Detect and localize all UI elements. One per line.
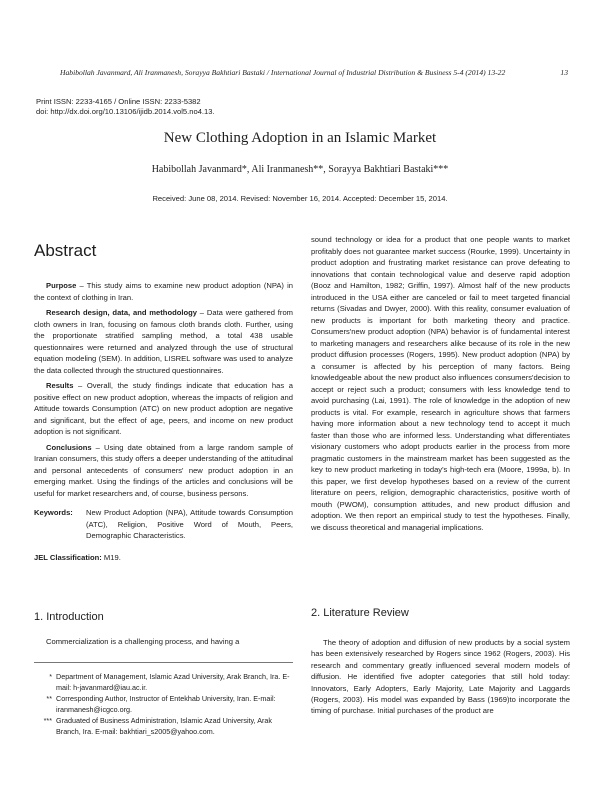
footnote (34, 716, 293, 737)
footnote-mark: ** (46, 694, 52, 703)
purpose-text: – This study aims to examine new product adoption (NPA) in the context of clothing in Iran. (34, 281, 293, 302)
jel-label: JEL Classification: (34, 552, 102, 562)
introduction-heading: 1. Introduction (34, 611, 104, 623)
paper-title: New Clothing Adoption in an Islamic Market (163, 130, 437, 146)
footnote (34, 672, 293, 693)
abstract-heading: Abstract (34, 241, 97, 260)
conclusions-label: Conclusions (46, 442, 92, 452)
footnote-divider (34, 662, 293, 663)
purpose-label: Purpose (46, 281, 77, 290)
author-list: Habibollah Javanmard*, Ali Iranmanesh**, Sorayya Bakhtiari Bastaki*** (151, 164, 449, 175)
abstract-purpose (34, 280, 293, 303)
doi-line: doi: http://dx.doi.org/10.13106/ijidb.2014.vol5.no4.13. (36, 107, 215, 116)
introduction-text (34, 637, 293, 646)
jel-text: M19. (101, 552, 121, 562)
footnote (34, 694, 293, 715)
conclusions-text: – Using date obtained from a large random sample of Iranian consumers, this study offers a deeper understanding of the attitudinal and personal antecedents of consumers' new product adoption in an emerging market. Using the findings of the articles and conclusions will be useful for market researchers and, of course, business persons. (34, 442, 293, 498)
footnote-mark: * (49, 672, 52, 681)
abstract-conclusions (34, 442, 293, 500)
footnotes (34, 672, 293, 738)
literature-review-text: The theory of adoption and diffusion of new products by a social system has been extensively researched by Rogers since 1962 (Rogers, 2003). His research and commentary greatly influenced several modern models of diffusion. He identified five adopter categories that still hold today: Innovators, Early Adopters, Early Majority, Late Majority and Laggards (Rogers, 2003). His model was expanded by Bass (1969)to incorporate the timing of purchase. Initial purchases of the product are (311, 638, 570, 716)
abstract-body (34, 280, 293, 563)
keywords-label: Keywords: (34, 508, 73, 517)
running-head (60, 68, 568, 77)
jel-classification (34, 552, 293, 564)
issn-block (36, 97, 215, 117)
issn-line: Print ISSN: 2233-4165 / Online ISSN: 2233-5382 (36, 97, 201, 106)
intro-continuation: sound technology or idea for a product that one people wants to market profitably does not guarantee market success (Rourke, 1999). Uncertainty in product adoption and frustrating market resistance can prove defeating to innovations that contain technological value and deserve rapid adoption (Booz and Hamilton, 1982; Griffin, 1997). Almost half of the new products introduced in the USA either are canceled or fail to meet targeted financial returns (Sivadas and Dwyer, 2000). With this reality, consumer evaluation of new products is important for both marketing theory and practice. Consumers'new product adoption (NPA) behavior is of fundamental interest to marketing managers and researchers alike because of its role in the new product diffusion processes (Rogers, 1995). New product adoption (NPA) by a consumer is affected by his perception of many factors. Being knowledgeable about the new product also influences consumers'decision to accept or reject such a product; consumers with less knowledge tend to avoid purchasing (Lai, 1991). The role of knowledge in the adoption of new products is vital. For example, research in agriculture shows that farmers having more information about a new technology tend to accept it much faster than those who are informed less. Understanding what differentiates visionary customers who adopt products earlier in the process from more pragmatic customers in the mainstream market has been suggested as the key to new product marketing in today's high-tech era (Moore, 1999a, b). In this paper, we first develop hypotheses based on a review of the current literature on peers, religion, demographic characteristics, positive worth of mouth (PWOM), consumption attitudes, and new product diffusion and adoption. We then report an empirical study to test the hypotheses. Finally, we discuss theoretical and managerial implications. (311, 235, 570, 532)
footnote-text: Corresponding Author, Instructor of Entekhab University, Iran. E-mail: iranmanesh@icgco.org. (56, 694, 276, 714)
footnote-text: Graduated of Business Administration, Islamic Azad University, Arak Branch, Ira. E-mail: bakhtiari_s2005@yahoo.com. (56, 716, 272, 736)
footnote-mark: *** (43, 716, 52, 725)
literature-review-heading: 2. Literature Review (311, 607, 409, 619)
results-text: – Overall, the study findings indicate that education has a positive effect on new product adoption, whereas the impacts of religion and Attitude towards Consumption (ATC) on new product adoption are negative and significant, but the effect of age, peers, and income on new product adoption is not significant. (34, 381, 293, 436)
design-label: Research design, data, and methodology (46, 308, 197, 317)
right-column (311, 234, 570, 537)
introduction-first-line: Commercialization is a challenging process, and having a (46, 637, 240, 646)
abstract-results (34, 380, 293, 438)
keywords-text: New Product Adoption (NPA), Attitude towards Consumption (ATC), Religion, Positive Word of Mouth, Peers, Demographic Characteristics. (86, 508, 293, 540)
keywords (34, 507, 293, 542)
running-head-text: Habibollah Javanmard, Ali Iranmanesh, Sorayya Bakhtiari Bastaki / International Journal of Industrial Distribution & Business 5-4 (2014) 13-22 (60, 68, 506, 77)
abstract-design (34, 307, 293, 376)
footnote-text: Department of Management, Islamic Azad University, Arak Branch, Ira. E-mail: h-javanmard@iau.ac.ir. (56, 672, 290, 692)
design-text: – Data were gathered from cloth owners in Iran, focusing on famous cloth brands cloth. Further, using the proportionate stratified sampling method, a total 438 usable questionnaires were returned and analyzed through the use of structural equation modeling (SEM). In addition, LISREL software was used to analyze the data collected through the structured questionnaires. (34, 308, 293, 375)
results-label: Results (46, 381, 74, 390)
page-number: 13 (560, 68, 568, 77)
received-dates: Received: June 08, 2014. Revised: November 16, 2014. Accepted: December 15, 2014. (152, 194, 448, 203)
